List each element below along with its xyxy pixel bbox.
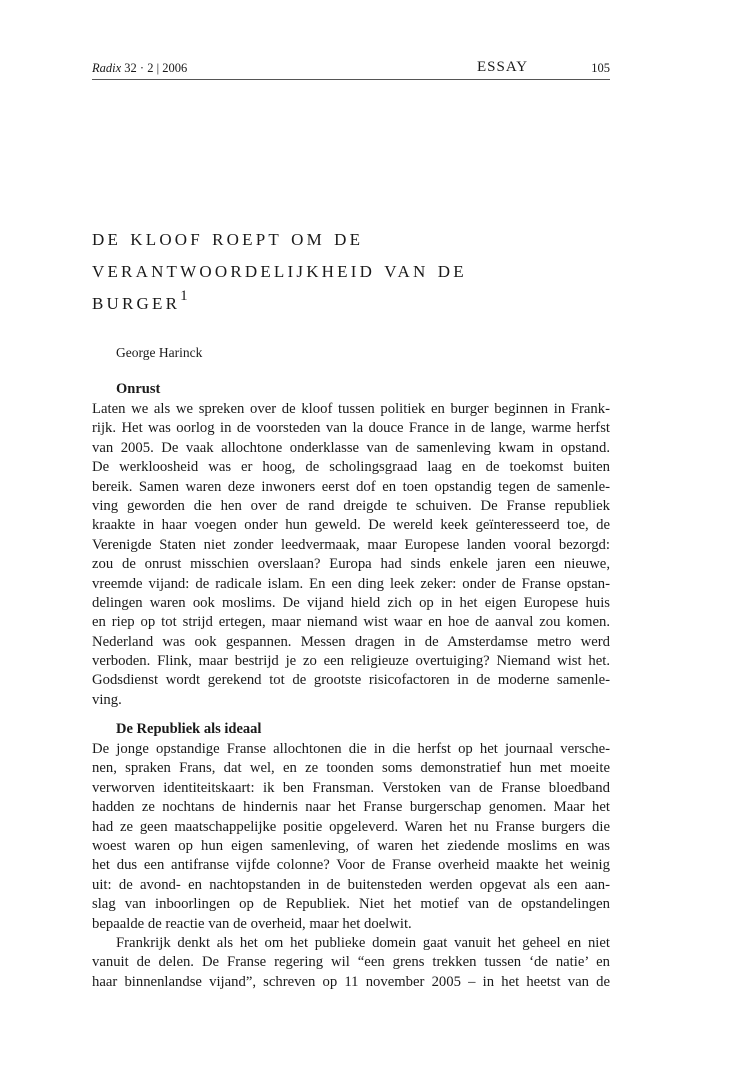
article-title (92, 222, 622, 318)
text-line: bereik. Samen waren deze inwoners eerst dof en toen opstandig tegen de samenle- (92, 478, 610, 495)
journal-citation (92, 61, 187, 76)
text-line: Frankrijk denkt als het om het publieke domein gaat vanuit het geheel en niet (116, 934, 610, 951)
paragraph (92, 400, 610, 710)
text-line: kraakte in haar voegen onder hun geweld. De wereld keek geïnteresseerd toe, de (92, 517, 610, 534)
section-body (92, 740, 610, 992)
text-line: ving geworden die hen over de rand dreigde te schuiven. De Franse republiek (92, 497, 610, 514)
title-line: verantwoordelijkheid van de (92, 257, 467, 283)
paragraph (92, 740, 610, 934)
text-line: vreemde vijand: de radicale islam. En een ding leek zeker: onder de Franse opstan- (92, 575, 610, 592)
text-line: delingen waren ook moslims. De vijand hield zich op in het eigen Europese huis (92, 594, 610, 611)
section-label: ESSAY (477, 59, 529, 75)
text-line: had ze geen maatschappelijke positie opgeleverd. Waren het nu Franse burgers die (92, 818, 610, 835)
author-name: George Harinck (116, 345, 203, 360)
section-heading: Onrust (116, 381, 161, 397)
text-line: nen, spraken Frans, dat wel, en ze toonden soms demonstratief hun met moeite (92, 760, 610, 777)
text-line: bepaalde de reactie van de overheid, maar het doelwit. (92, 915, 412, 932)
text-line: ving. (92, 691, 122, 708)
text-line: en riep op tot strijd ertegen, maar niemand wist waar en hoe de aanval zou komen. (92, 614, 610, 631)
text-line: rijk. Het was oorlog in de voorsteden van la douce France in de lange, warme herfst (92, 420, 610, 437)
text-line: het dus een antifranse vijfde colonne? Voor de Franse overheid maakte het weinig (92, 857, 610, 874)
page-number: 105 (591, 61, 610, 75)
title-line: burger (92, 289, 181, 315)
text-line: woest waren op hun eigen samenleving, of waren het ziedende moslims en was (92, 837, 610, 854)
text-line: Laten we als we spreken over de kloof tussen politiek en burger beginnen in Frank- (92, 401, 610, 417)
text-line: verboden. Flink, maar bestrijd je zo een religieuze overtuiging? Niemand wist het. (92, 653, 610, 670)
text-line: verworven identiteitskaart: ik ben Fransman. Verstoken van de Franse bloedband (92, 779, 610, 796)
text-line: van 2005. De vaak allochtone onderklasse van de samenleving kwam in opstand. (92, 439, 610, 456)
text-line: Nederland was ook gespannen. Messen dragen in de Amsterdamse metro werd (92, 633, 610, 650)
text-line: Godsdienst wordt gerekend tot de grootste risicofactoren in de moderne samenle- (92, 672, 610, 689)
text-line: zou de onrust misschien overslaan? Europa had sinds enkele jaren een nieuwe, (92, 556, 610, 573)
section-body (92, 400, 610, 710)
text-line: hadden ze nochtans de hindernis naar het Franse burgerschap genomen. Maar het (92, 799, 610, 816)
text-line: slag van inboorlingen op de Republiek. Niet het motief van de opstandelingen (92, 896, 610, 913)
text-line: De werkloosheid was er hoog, de scholingsgraad laag en de toekomst buiten (92, 459, 610, 476)
journal-name: Radix (92, 61, 122, 75)
running-header (92, 59, 610, 80)
journal-issue: 32 · 2 | 2006 (124, 61, 188, 75)
paragraph (92, 934, 610, 992)
title-line: de kloof roept om de (92, 225, 364, 251)
text-line: Verenigde Staten niet zonder leedvermaak, maar Europese landen vooral bezorgd: (92, 536, 610, 553)
text-line: uit: de avond- en nachtopstanden in de buitensteden werden opgevat als een aan- (92, 876, 610, 893)
text-line: vanuit de delen. De Franse regering wil “een grens trekken tussen ‘de natie’ en (92, 954, 610, 971)
footnote-marker: 1 (180, 288, 188, 304)
text-line: De jonge opstandige Franse allochtonen die in die herfst op het journaal versche- (92, 741, 610, 757)
section-heading: De Republiek als ideaal (116, 721, 262, 737)
text-line: haar binnenlandse vijand”, schreven op 11 november 2005 – in het heetst van de (92, 973, 610, 990)
